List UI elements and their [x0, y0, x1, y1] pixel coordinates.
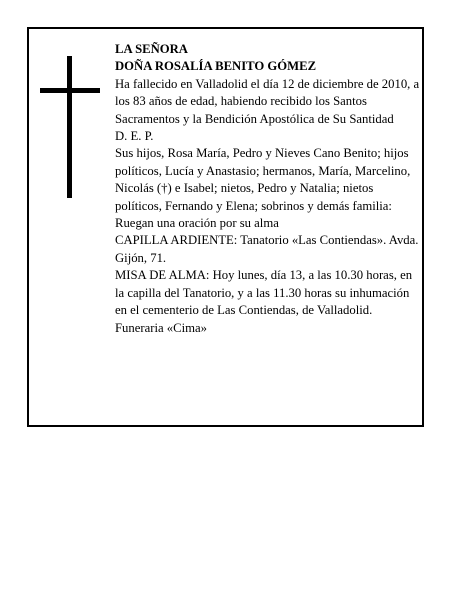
funeral-home: Funeraria «Cima» [115, 320, 207, 335]
prayer-request: Ruegan una oración por su alma [115, 216, 279, 231]
mass-info: MISA DE ALMA: Hoy lunes, día 13, a las 10.30 horas, en la capilla del Tanatorio, y a las 11.30 horas su inhumación en el cementerio de Las Contiendas, de Valladolid. [115, 268, 413, 318]
deceased-name: DOÑA ROSALÍA BENITO GÓMEZ [115, 59, 317, 74]
family-list: Sus hijos, Rosa María, Pedro y Nieves Cano Benito; hijos políticos, Lucía y Anastasio; hermanos, María, Marcelino, Nicolás (†) e Isabel; nietos, Pedro y Natalia; nietos políticos, Fernando y Elena; sobrinos y demás familia: [115, 146, 411, 213]
cross-horizontal-bar [40, 88, 100, 93]
notice-text [115, 41, 423, 337]
death-announcement: Ha fallecido en Valladolid el día 12 de diciembre de 2010, a los 83 años de edad, habiendo recibido los Santos Sacramentos y la Bendición Apostólica de Su Santidad [115, 76, 420, 126]
dep-line: D. E. P. [115, 129, 154, 144]
notice-title: LA SEÑORA [115, 42, 188, 56]
latin-cross-icon [40, 56, 100, 198]
chapel-info: CAPILLA ARDIENTE: Tanatorio «Las Contiendas». Avda. Gijón, 71. [115, 233, 419, 265]
cross-vertical-bar [67, 56, 72, 198]
obituary-notice [27, 27, 424, 427]
